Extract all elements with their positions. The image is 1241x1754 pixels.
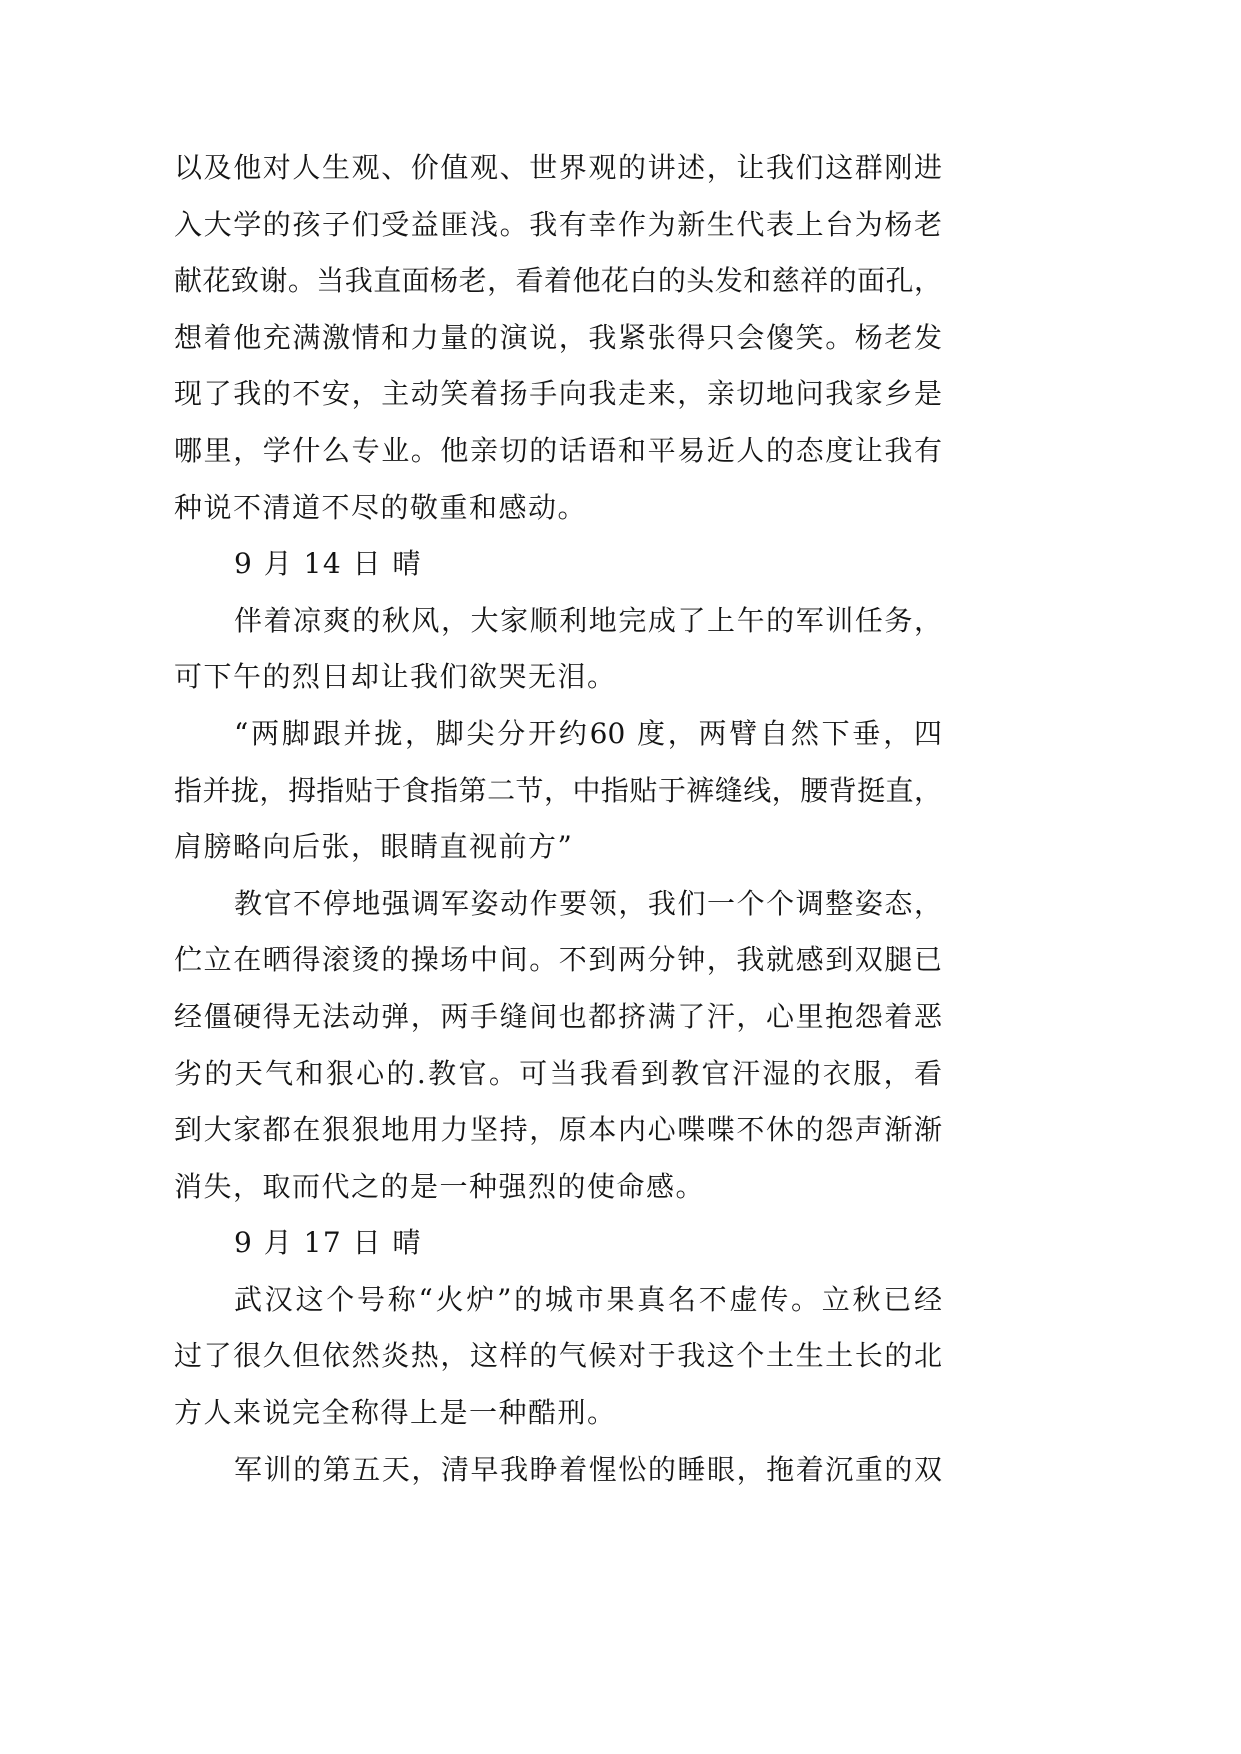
text-line: 伫立在晒得滚烫的操场中间。不到两分钟，我就感到双腿已 bbox=[174, 943, 942, 977]
text-line: 武汉这个号称“火炉”的城市果真名不虚传。立秋已经 bbox=[234, 1282, 942, 1316]
text-line: 经僵硬得无法动弹，两手缝间也都挤满了汗，心里抱怨着恶 bbox=[174, 999, 942, 1033]
paragraph bbox=[174, 1442, 942, 1499]
text-line: 劣的天气和狠心的.教官。可当我看到教官汗湿的衣服，看 bbox=[174, 1056, 942, 1090]
text-line: 种说不清道不尽的敬重和感动。 bbox=[174, 490, 588, 524]
paragraph bbox=[174, 876, 942, 1216]
diary-entry bbox=[174, 1215, 942, 1498]
text-line: 现了我的不安，主动笑着扬手向我走来，亲切地问我家乡是 bbox=[174, 377, 942, 411]
text-line: 肩膀略向后张，眼睛直视前方” bbox=[174, 830, 574, 864]
text-line: 到大家都在狠狠地用力坚持，原本内心喋喋不休的怨声渐渐 bbox=[174, 1113, 942, 1147]
entry-date: 9 月 17 日 晴 bbox=[234, 1226, 423, 1260]
text-line: “两脚跟并拢，脚尖分开约60 度，两臂自然下垂，四 bbox=[234, 716, 942, 750]
text-line: 伴着凉爽的秋风，大家顺利地完成了上午的军训任务， bbox=[234, 603, 942, 637]
text-line: 军训的第五天，清早我睁着惺忪的睡眼，拖着沉重的双 bbox=[234, 1452, 942, 1486]
text-line: 过了很久但依然炎热，这样的气候对于我这个土生土长的北 bbox=[174, 1339, 942, 1373]
text-line: 方人来说完全称得上是一种酷刑。 bbox=[174, 1396, 617, 1430]
text-line: 指并拢，拇指贴于食指第二节，中指贴于裤缝线，腰背挺直， bbox=[174, 773, 942, 807]
diary-entry bbox=[174, 536, 942, 1215]
paragraph bbox=[174, 1272, 942, 1442]
text-line: 献花致谢。当我直面杨老，看着他花白的头发和慈祥的面孔， bbox=[174, 264, 942, 298]
entry-date: 9 月 14 日 晴 bbox=[234, 547, 423, 581]
text-line: 入大学的孩子们受益匪浅。我有幸作为新生代表上台为杨老 bbox=[174, 207, 942, 241]
text-line: 教官不停地强调军姿动作要领，我们一个个调整姿态， bbox=[234, 886, 942, 920]
diary-text bbox=[174, 140, 942, 1498]
text-line: 想着他充满激情和力量的演说，我紧张得只会傻笑。杨老发 bbox=[174, 320, 942, 354]
paragraph bbox=[174, 706, 942, 876]
text-line: 以及他对人生观、价值观、世界观的讲述，让我们这群刚进 bbox=[174, 151, 942, 184]
text-line: 哪里，学什么专业。他亲切的话语和平易近人的态度让我有 bbox=[174, 433, 942, 467]
text-line: 消失，取而代之的是一种强烈的使命感。 bbox=[174, 1169, 706, 1203]
paragraph bbox=[174, 593, 942, 706]
text-line: 可下午的烈日却让我们欲哭无泪。 bbox=[174, 660, 617, 694]
paragraph bbox=[174, 140, 942, 536]
